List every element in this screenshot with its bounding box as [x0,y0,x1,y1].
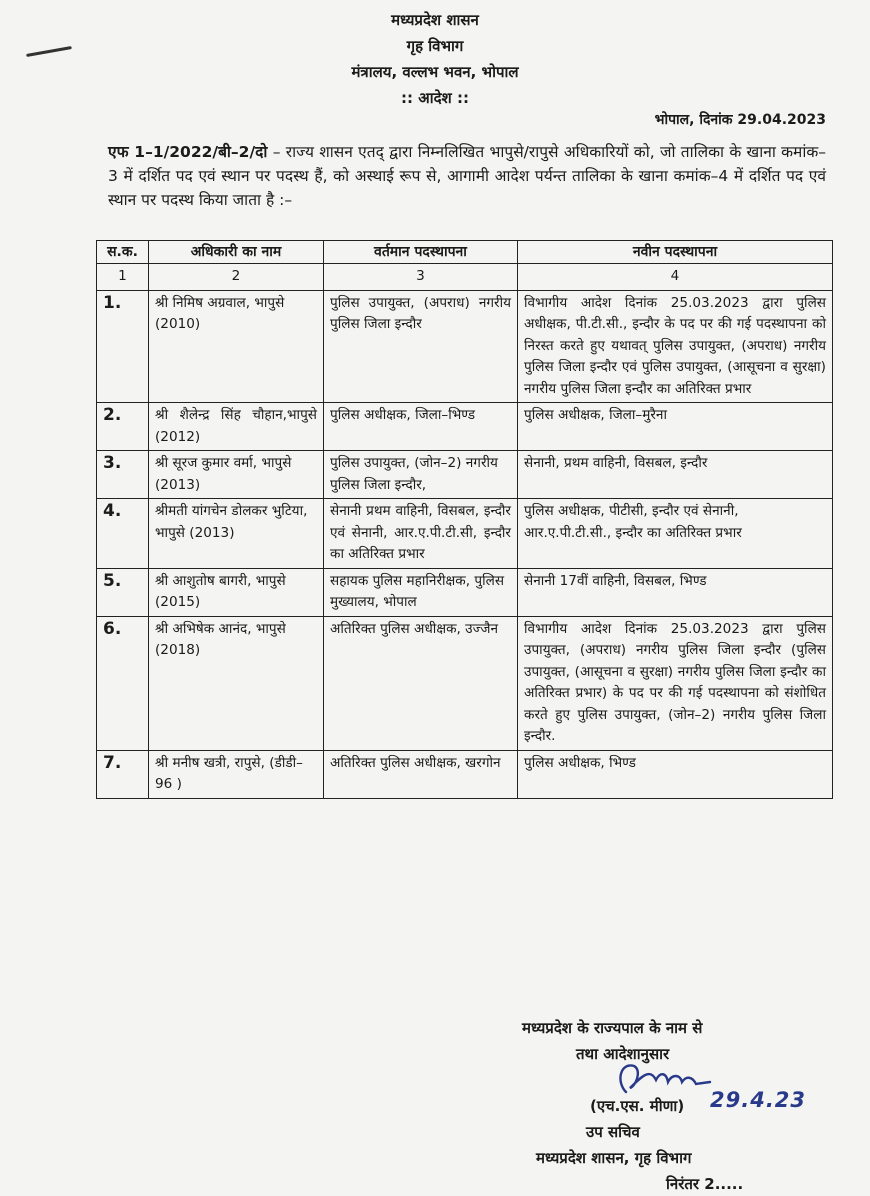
row-new-posting: विभागीय आदेश दिनांक 25.03.2023 द्वारा पुलिस अधीक्षक, पी.टी.सी., इन्दौर के पद पर की गई पदस्थापना को निरस्त करते हुए यथावत् पुलिस उपायुक्त, (अपराध) नगरीय पुलिस जिला इन्दौर एवं पुलिस उपायुक्त, (आसूचना व सुरक्षा) नगरीय पुलिस जिला इन्दौर का अतिरिक्त प्रभार [518,290,833,403]
table-row [97,290,833,403]
table-row [97,616,833,750]
order-number: एफ 1–1/2022/बी–2/दो [108,143,268,161]
order-intro [108,140,826,212]
order-title: :: आदेश :: [401,89,469,107]
row-officer-name: श्री आशुतोष बागरी, भापुसे (2015) [149,568,324,616]
row-new-posting: सेनानी 17वीं वाहिनी, विसबल, भिण्ड [518,568,833,616]
col-number: 3 [324,264,518,291]
table-row [97,568,833,616]
row-current-posting: सेनानी प्रथम वाहिनी, विसबल, इन्दौर एवं सेनानी, आर.ए.पी.टी.सी, इन्दौर का अतिरिक्त प्रभार [324,499,518,569]
col-number: 2 [149,264,324,291]
row-serial: 3. [97,451,149,499]
authority-line-2: तथा आदेशानुसार [576,1045,670,1063]
row-current-posting: अतिरिक्त पुलिस अधीक्षक, खरगोन [324,750,518,798]
row-officer-name: श्रीमती यांगचेन डोलकर भुटिया, भापुसे (2013) [149,499,324,569]
row-serial: 1. [97,290,149,403]
header-officer-name: अधिकारी का नाम [149,241,324,264]
row-serial: 2. [97,403,149,451]
row-officer-name: श्री निमिष अग्रवाल, भापुसे (2010) [149,290,324,403]
row-serial: 4. [97,499,149,569]
signer-department: मध्यप्रदेश शासन, गृह विभाग [536,1149,692,1167]
continued-note: निरंतर 2..... [666,1175,744,1193]
row-new-posting: पुलिस अधीक्षक, पीटीसी, इन्दौर एवं सेनानी, आर.ए.पी.टी.सी., इन्दौर का अतिरिक्त प्रभार [518,499,833,569]
row-current-posting: पुलिस अधीक्षक, जिला–भिण्ड [324,403,518,451]
row-serial: 6. [97,616,149,750]
row-current-posting: सहायक पुलिस महानिरीक्षक, पुलिस मुख्यालय, भोपाल [324,568,518,616]
authority-line: मध्यप्रदेश के राज्यपाल के नाम से [522,1019,703,1037]
table-row [97,451,833,499]
header-new-posting: नवीन पदस्थापना [518,241,833,264]
govt-header: मध्यप्रदेश शासन [391,11,479,29]
row-officer-name: श्री अभिषेक आनंद, भापुसे (2018) [149,616,324,750]
posting-table [96,240,833,799]
row-serial: 7. [97,750,149,798]
header-serial: स.क. [97,241,149,264]
row-new-posting: सेनानी, प्रथम वाहिनी, विसबल, इन्दौर [518,451,833,499]
column-number-row [97,264,833,291]
col-number: 4 [518,264,833,291]
table-row [97,750,833,798]
row-serial: 5. [97,568,149,616]
row-current-posting: पुलिस उपायुक्त, (जोन–2) नगरीय पुलिस जिला इन्दौर, [324,451,518,499]
signer-name: (एच.एस. मीणा) [590,1097,685,1115]
table-header-row [97,241,833,264]
signer-designation: उप सचिव [586,1123,640,1141]
row-new-posting: विभागीय आदेश दिनांक 25.03.2023 द्वारा पुलिस उपायुक्त, (अपराध) नगरीय पुलिस जिला इन्दौर (पुलिस उपायुक्त, (आसूचना व सुरक्षा) नगरीय पुलिस जिला इन्दौर का अतिरिक्त प्रभार) के पद पर की गई पदस्थापना को संशोधित करते हुए पुलिस उपायुक्त, (जोन–2) नगरीय पुलिस जिला इन्दौर. [518,616,833,750]
row-officer-name: श्री मनीष खत्री, रापुसे, (डीडी–96 ) [149,750,324,798]
row-officer-name: श्री सूरज कुमार वर्मा, भापुसे (2013) [149,451,324,499]
row-current-posting: पुलिस उपायुक्त, (अपराध) नगरीय पुलिस जिला इन्दौर [324,290,518,403]
ministry-address: मंत्रालय, वल्लभ भवन, भोपाल [351,63,519,81]
order-date: भोपाल, दिनांक 29.04.2023 [654,112,826,128]
row-officer-name: श्री शैलेन्द्र सिंह चौहान,भापुसे (2012) [149,403,324,451]
table-row [97,499,833,569]
row-new-posting: पुलिस अधीक्षक, जिला–मुरैना [518,403,833,451]
row-current-posting: अतिरिक्त पुलिस अधीक्षक, उज्जैन [324,616,518,750]
order-text: – राज्य शासन एतद् द्वारा निम्नलिखित भापुसे/रापुसे अधिकारियों को, जो तालिका के खाना कमांक–3 में दर्शित पद एवं स्थान पर पदस्थ हैं, को अस्थाई रूप से, आगामी आदेश पर्यन्त तालिका के खाना कमांक–4 में दर्शित पद एवं स्थान पर पदस्थ किया जाता है :– [108,143,826,209]
row-new-posting: पुलिस अधीक्षक, भिण्ड [518,750,833,798]
signature-date: 29.4.23 [710,1088,807,1112]
col-number: 1 [97,264,149,291]
department-header: गृह विभाग [406,37,464,55]
table-row [97,403,833,451]
header-current-posting: वर्तमान पदस्थापना [324,241,518,264]
